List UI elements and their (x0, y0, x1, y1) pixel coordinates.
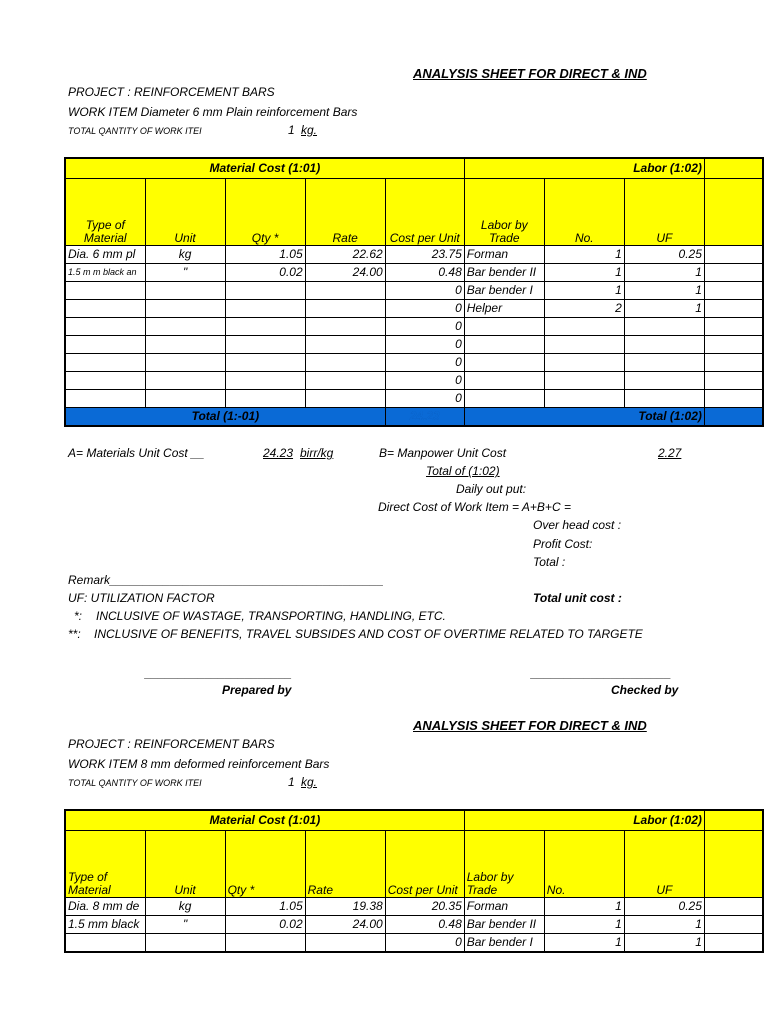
cell-cost-per-unit: 0 (385, 317, 464, 335)
cell-material-type (65, 335, 145, 353)
sheet2-table (64, 809, 764, 953)
cell-labor-no: 1 (544, 897, 624, 915)
overhead-cost: Over head cost : (533, 518, 622, 532)
cell-qty (225, 371, 305, 389)
table-row (65, 389, 763, 407)
sheet1-col-cost: Cost per Unit (385, 178, 464, 245)
cell-overflow (704, 897, 763, 915)
sheet2-labor-header: Labor (1:02) (464, 810, 704, 830)
cell-unit (145, 281, 225, 299)
sheet1-total-qty-value: 1 (288, 123, 295, 137)
cell-cost-per-unit: 0 (385, 389, 464, 407)
total-label: Total : (533, 555, 566, 569)
sheet2-col-labor: Labor by Trade (464, 830, 544, 897)
cell-rate (305, 281, 385, 299)
sheet1-col-no: No. (544, 178, 624, 245)
cell-labor-uf: 0.25 (624, 897, 704, 915)
daily-output: Daily out put: (456, 482, 527, 496)
prepared-by: Prepared by (222, 683, 292, 697)
cell-material-type (65, 317, 145, 335)
sheet2-col-qty: Qty * (225, 830, 305, 897)
table-row (65, 263, 763, 281)
sheet1-title: ANALYSIS SHEET FOR DIRECT & IND (413, 66, 647, 81)
cell-labor-uf (624, 353, 704, 371)
cell-overflow (704, 371, 763, 389)
cell-labor-trade (464, 389, 544, 407)
sheet1-col-type: Type of Material (65, 178, 145, 245)
cell-labor-trade (464, 371, 544, 389)
cell-rate: 24.00 (305, 263, 385, 281)
cell-material-type (65, 299, 145, 317)
cell-labor-no: 2 (544, 299, 624, 317)
sheet2-total-qty-value: 1 (288, 775, 295, 789)
cell-cost-per-unit: 0 (385, 299, 464, 317)
cell-overflow (704, 317, 763, 335)
cell-labor-trade: Bar bender I (464, 281, 544, 299)
cell-unit: " (145, 263, 225, 281)
sign-line-left: ______________________ (145, 666, 292, 680)
cell-labor-no (544, 335, 624, 353)
cell-qty (225, 933, 305, 952)
cell-overflow (704, 389, 763, 407)
b-value: 2.27 (658, 446, 682, 460)
cell-labor-trade: Forman (464, 897, 544, 915)
cell-cost-per-unit: 23.75 (385, 245, 464, 263)
cell-overflow (704, 281, 763, 299)
cell-qty: 1.05 (225, 897, 305, 915)
sheet1-material-header: Material Cost (1:01) (65, 158, 464, 178)
cell-rate (305, 933, 385, 952)
cell-labor-uf: 1 (624, 933, 704, 952)
cell-qty: 0.02 (225, 263, 305, 281)
cell-unit (145, 317, 225, 335)
cell-unit: kg (145, 245, 225, 263)
cell-rate: 22.62 (305, 245, 385, 263)
cell-labor-uf (624, 371, 704, 389)
cell-labor-no: 1 (544, 281, 624, 299)
cell-cost-per-unit: 0 (385, 371, 464, 389)
cell-unit (145, 335, 225, 353)
cell-rate: 19.38 (305, 897, 385, 915)
cell-overflow (704, 335, 763, 353)
sheet2-col-type: Type of Material (65, 830, 145, 897)
cell-unit (145, 933, 225, 952)
cell-labor-no (544, 353, 624, 371)
sheet1-total-qty-label: TOTAL QANTITY OF WORK ITEI (68, 126, 202, 136)
cell-labor-uf: 1 (624, 263, 704, 281)
cell-rate (305, 389, 385, 407)
cell-qty: 0.02 (225, 915, 305, 933)
sheet2-total-qty-label: TOTAL QANTITY OF WORK ITEI (68, 778, 202, 788)
cell-qty (225, 317, 305, 335)
cell-cost-per-unit: 0 (385, 281, 464, 299)
sign-line-right: _____________________ (531, 666, 672, 680)
cell-material-type: 1.5 m m black an (65, 263, 145, 281)
sheet2-total-qty-unit: kg. (301, 775, 318, 789)
cell-overflow (704, 933, 763, 952)
cell-material-type (65, 389, 145, 407)
note2-row (68, 627, 686, 641)
cell-rate (305, 353, 385, 371)
cell-qty (225, 281, 305, 299)
a-unit: birr/kg (300, 446, 334, 460)
sheet1-table-wrap (64, 157, 702, 427)
cell-labor-uf: 1 (624, 299, 704, 317)
cell-labor-uf (624, 389, 704, 407)
total-of: Total of (1:02) (426, 464, 500, 478)
sheet1-total-qty-unit: kg. (301, 123, 318, 137)
cell-unit (145, 389, 225, 407)
note1: INCLUSIVE OF WASTAGE, TRANSPORTING, HANDLING, ETC. (96, 609, 446, 623)
sheet2-col-no: No. (544, 830, 624, 897)
cell-cost-per-unit: 0 (385, 353, 464, 371)
cell-labor-no: 1 (544, 915, 624, 933)
cell-rate (305, 371, 385, 389)
cell-rate (305, 299, 385, 317)
cell-unit (145, 371, 225, 389)
cell-labor-uf: 0.25 (624, 245, 704, 263)
sheet2-table-wrap (64, 809, 702, 949)
cell-material-type (65, 933, 145, 952)
table-row (65, 897, 763, 915)
cell-qty (225, 353, 305, 371)
cell-labor-trade: Forman (464, 245, 544, 263)
cell-cost-per-unit: 0 (385, 933, 464, 952)
table-row (65, 371, 763, 389)
sheet2-work-item: WORK ITEM 8 mm deformed reinforcement Bars (68, 757, 330, 771)
sheet1-work-item: WORK ITEM Diameter 6 mm Plain reinforcement Bars (68, 105, 358, 119)
cell-qty (225, 389, 305, 407)
cell-unit: " (145, 915, 225, 933)
cell-material-type: Dia. 8 mm de (65, 897, 145, 915)
sheet2-col-rate: Rate (305, 830, 385, 897)
cell-material-type: 1.5 mm black (65, 915, 145, 933)
cell-cost-per-unit: 0.48 (385, 263, 464, 281)
table-row (65, 933, 763, 952)
sheet2-col-cost: Cost per Unit (385, 830, 464, 897)
cell-unit (145, 299, 225, 317)
direct-cost: Direct Cost of Work Item = A+B+C = (378, 500, 571, 514)
sheet1-project: PROJECT : REINFORCEMENT BARS (68, 85, 275, 99)
table-row (65, 915, 763, 933)
remark: Remark_________________________________________ (68, 573, 384, 587)
uf-note: UF: UTILIZATION FACTOR (68, 591, 215, 605)
sheet1-total-material-label: Total (1:-01) (65, 407, 385, 426)
cell-rate (305, 317, 385, 335)
cell-labor-no (544, 317, 624, 335)
sheet2-material-header: Material Cost (1:01) (65, 810, 464, 830)
cell-rate: 24.00 (305, 915, 385, 933)
cell-labor-no: 1 (544, 933, 624, 952)
total-unit-cost: Total unit cost : (533, 591, 622, 605)
sheet1-total-labor-label: Total (1:02) (464, 407, 704, 426)
sheet1-labor-header: Labor (1:02) (464, 158, 704, 178)
cell-labor-trade (464, 353, 544, 371)
cell-labor-trade: Helper (464, 299, 544, 317)
table-row (65, 299, 763, 317)
note2: INCLUSIVE OF BENEFITS, TRAVEL SUBSIDES AND COST OF OVERTIME RELATED TO TARGETE (94, 627, 643, 641)
cell-overflow (704, 263, 763, 281)
cell-unit: kg (145, 897, 225, 915)
cell-material-type (65, 353, 145, 371)
cell-overflow (704, 915, 763, 933)
cell-labor-trade: Bar bender II (464, 915, 544, 933)
b-label: B= Manpower Unit Cost (379, 446, 507, 460)
cell-labor-no: 1 (544, 263, 624, 281)
cell-labor-uf (624, 317, 704, 335)
cell-unit (145, 353, 225, 371)
cell-labor-trade: Bar bender I (464, 933, 544, 952)
cell-cost-per-unit: 0.48 (385, 915, 464, 933)
cell-qty (225, 335, 305, 353)
cell-qty: 1.05 (225, 245, 305, 263)
cell-labor-uf: 1 (624, 281, 704, 299)
cell-material-type (65, 281, 145, 299)
cell-labor-trade: Bar bender II (464, 263, 544, 281)
sheet1-table (64, 157, 764, 427)
cell-labor-no: 1 (544, 245, 624, 263)
table-row (65, 245, 763, 263)
cell-labor-trade (464, 335, 544, 353)
checked-by: Checked by (611, 683, 679, 697)
sheet1-col-rate: Rate (305, 178, 385, 245)
cell-labor-uf (624, 335, 704, 353)
cell-labor-no (544, 389, 624, 407)
sheet1-col-qty: Qty * (225, 178, 305, 245)
profit-cost: Profit Cost: (533, 537, 593, 551)
cell-qty (225, 299, 305, 317)
sheet2-col-unit: Unit (145, 830, 225, 897)
sheet1-col-labor: Labor by Trade (464, 178, 544, 245)
cell-overflow (704, 299, 763, 317)
cell-labor-uf: 1 (624, 915, 704, 933)
note1-mark: *: (74, 609, 83, 623)
sheet2-title: ANALYSIS SHEET FOR DIRECT & IND (413, 718, 647, 733)
note2-mark: **: (68, 627, 81, 641)
cell-labor-no (544, 371, 624, 389)
sheet1-col-unit: Unit (145, 178, 225, 245)
table-row (65, 281, 763, 299)
a-label: A= Materials Unit Cost __ (68, 446, 205, 460)
a-value: 24.23 (263, 446, 294, 460)
sheet2-project: PROJECT : REINFORCEMENT BARS (68, 737, 275, 751)
sheet2-col-uf: UF (624, 830, 704, 897)
cell-material-type: Dia. 6 mm pl (65, 245, 145, 263)
cell-cost-per-unit: 0 (385, 335, 464, 353)
sheet1-col-uf: UF (624, 178, 704, 245)
cell-labor-trade (464, 317, 544, 335)
cell-overflow (704, 245, 763, 263)
cell-material-type (65, 371, 145, 389)
table-row (65, 353, 763, 371)
cell-cost-per-unit: 20.35 (385, 897, 464, 915)
cell-rate (305, 335, 385, 353)
table-row (65, 335, 763, 353)
table-row (65, 317, 763, 335)
cell-overflow (704, 353, 763, 371)
sheet1-total-material-value: 24.23 (385, 407, 464, 426)
